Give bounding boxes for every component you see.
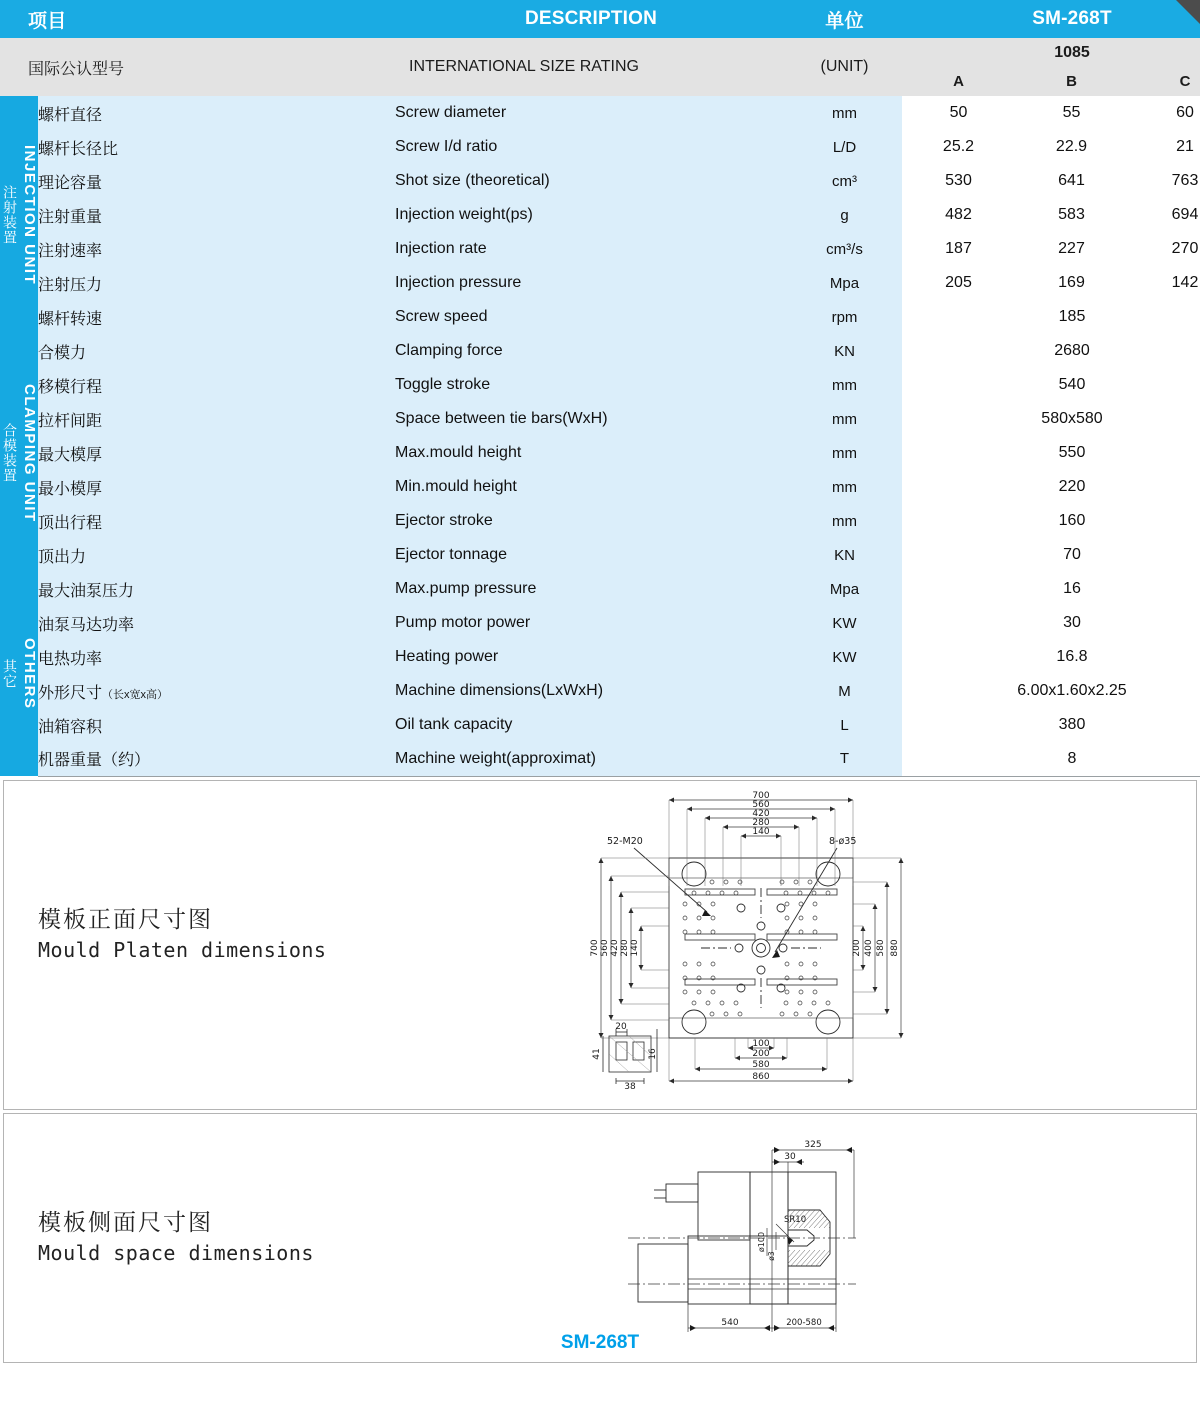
row-value: 380: [902, 708, 1200, 742]
table-row: [0, 300, 1200, 334]
table-row: [0, 742, 1200, 776]
row-unit: cm³: [787, 164, 902, 198]
dimension-label: 41: [592, 1047, 602, 1060]
table-row: [0, 708, 1200, 742]
dimension-label: 400: [864, 938, 874, 957]
dimension-label: 420: [610, 938, 620, 957]
table-row: [0, 368, 1200, 402]
row-name-cn-text: 最大油泵压力: [38, 582, 135, 600]
row-unit: mm: [787, 504, 902, 538]
row-name-en: Space between tie bars(WxH): [395, 402, 787, 436]
row-name-en: Machine weight(approximat): [395, 742, 787, 776]
row-name-cn: [38, 436, 395, 470]
row-value-b: 22.9: [1015, 130, 1128, 164]
row-value: 16: [902, 572, 1200, 606]
row-name-en: Max.mould height: [395, 436, 787, 470]
row-name-cn: [38, 164, 395, 198]
row-name-cn: [38, 130, 395, 164]
row-name-cn-text: 最大模厚: [38, 446, 103, 464]
table-row: [0, 606, 1200, 640]
row-value: 580x580: [902, 402, 1200, 436]
row-name-cn: [38, 402, 395, 436]
row-unit: rpm: [787, 300, 902, 334]
row-name-cn-text: 合模力: [38, 344, 87, 362]
table-row: [0, 266, 1200, 300]
dimension-label: SR10: [784, 1214, 807, 1225]
row-name-en: Screw I/d ratio: [395, 130, 787, 164]
row-value-c: 270: [1128, 232, 1200, 266]
table-row: [0, 538, 1200, 572]
row-unit: mm: [787, 368, 902, 402]
table-row: [0, 674, 1200, 708]
header-item-cn: 项目: [0, 0, 395, 38]
row-unit: mm: [787, 96, 902, 130]
table-row: [0, 232, 1200, 266]
row-value: 30: [902, 606, 1200, 640]
section-label-en: CLAMPING UNIT: [21, 383, 38, 523]
row-value-c: 21: [1128, 130, 1200, 164]
row-value-b: 227: [1015, 232, 1128, 266]
row-unit: mm: [787, 402, 902, 436]
row-value-b: 55: [1015, 96, 1128, 130]
row-name-en: Toggle stroke: [395, 368, 787, 402]
table-header-row-intl: [0, 38, 1200, 67]
header-intl-cn: 国际公认型号: [0, 38, 395, 96]
dimension-label: 38: [624, 1081, 636, 1092]
dimension-label: 16: [648, 1047, 658, 1060]
section-tab-clamping: [0, 334, 38, 572]
row-value-a: 482: [902, 198, 1015, 232]
row-name-cn: [38, 470, 395, 504]
row-name-en: Ejector tonnage: [395, 538, 787, 572]
row-name-cn-text: 机器重量（约）: [38, 752, 151, 770]
row-name-cn-text: 顶出力: [38, 548, 87, 566]
dimension-label: 8-ø35: [829, 835, 857, 847]
row-value: 550: [902, 436, 1200, 470]
table-row: [0, 640, 1200, 674]
platen-caption: [38, 901, 326, 962]
dimension-label: 140: [630, 938, 640, 957]
row-value-c: 694: [1128, 198, 1200, 232]
dimension-label: 52-M20: [607, 835, 643, 847]
platen-caption-cn: 模板正面尺寸图: [38, 906, 213, 933]
dimension-label: 200: [852, 938, 862, 957]
row-value: 160: [902, 504, 1200, 538]
header-unit-cn: 单位: [787, 0, 902, 38]
space-caption: [38, 1204, 314, 1265]
header-intl-en: INTERNATIONAL SIZE RATING: [395, 38, 787, 96]
row-value-a: 50: [902, 96, 1015, 130]
row-unit: Mpa: [787, 572, 902, 606]
table-row: [0, 96, 1200, 130]
dimension-label: 20: [615, 1021, 627, 1032]
row-name-cn: [38, 606, 395, 640]
row-name-en: Ejector stroke: [395, 504, 787, 538]
row-unit: T: [787, 742, 902, 776]
row-name-en: Injection weight(ps): [395, 198, 787, 232]
row-unit: Mpa: [787, 266, 902, 300]
row-name-cn: [38, 368, 395, 402]
dimension-label: 100: [752, 1038, 770, 1049]
table-row: [0, 402, 1200, 436]
dimension-label: 580: [876, 938, 886, 957]
row-value: 2680: [902, 334, 1200, 368]
space-caption-en: Mould space dimensions: [38, 1240, 314, 1265]
row-name-en: Shot size (theoretical): [395, 164, 787, 198]
table-row: [0, 130, 1200, 164]
dimension-label: 560: [600, 938, 610, 957]
row-name-en: Max.pump pressure: [395, 572, 787, 606]
header-col-b: B: [1015, 67, 1128, 96]
row-value-a: 530: [902, 164, 1015, 198]
table-row: [0, 572, 1200, 606]
row-name-cn-text: 注射压力: [38, 276, 103, 294]
row-name-cn: [38, 538, 395, 572]
row-unit: KW: [787, 640, 902, 674]
section-label-cn: 注射装置: [2, 185, 18, 245]
dimension-label: 540: [721, 1317, 739, 1328]
row-value: 540: [902, 368, 1200, 402]
row-name-cn-text: 注射重量: [38, 208, 103, 226]
row-name-cn-text: 螺杆直径: [38, 106, 103, 124]
row-name-cn-text: 最小模厚: [38, 480, 103, 498]
row-value-c: 763: [1128, 164, 1200, 198]
row-unit: KN: [787, 334, 902, 368]
row-name-cn: [38, 334, 395, 368]
row-unit: mm: [787, 470, 902, 504]
mould-platen-panel: [3, 780, 1197, 1110]
row-name-cn-text: 油箱容积: [38, 718, 103, 736]
row-unit: KN: [787, 538, 902, 572]
row-value: 185: [902, 300, 1200, 334]
row-unit: M: [787, 674, 902, 708]
row-name-en: Machine dimensions(LxWxH): [395, 674, 787, 708]
corner-fold-triangle: [1176, 0, 1200, 24]
row-value-b: 641: [1015, 164, 1128, 198]
dimension-label: 860: [752, 1071, 770, 1082]
row-name-cn-text: 外形尺寸: [38, 684, 103, 702]
space-caption-cn: 模板侧面尺寸图: [38, 1209, 213, 1236]
section-label-en: INJECTION UNIT: [21, 144, 38, 286]
header-model: SM-268T: [902, 0, 1200, 38]
row-name-cn: [38, 640, 395, 674]
row-unit: L/D: [787, 130, 902, 164]
row-name-cn: [38, 232, 395, 266]
platen-caption-en: Mould Platen dimensions: [38, 937, 327, 962]
dimension-label: 420: [752, 808, 770, 819]
dimension-label: 200-580: [786, 1317, 822, 1328]
row-name-cn: [38, 266, 395, 300]
dimension-label: 325: [804, 1139, 822, 1150]
row-name-en: Oil tank capacity: [395, 708, 787, 742]
row-value-a: 205: [902, 266, 1015, 300]
row-value-c: 60: [1128, 96, 1200, 130]
dimension-label: 140: [752, 826, 770, 837]
row-value: 16.8: [902, 640, 1200, 674]
row-name-en: Pump motor power: [395, 606, 787, 640]
table-row: [0, 504, 1200, 538]
row-name-cn: [38, 708, 395, 742]
row-name-cn: [38, 96, 395, 130]
row-name-en: Screw diameter: [395, 96, 787, 130]
row-name-cn-text: 注射速率: [38, 242, 103, 260]
header-col-c: C: [1128, 67, 1200, 96]
header-unit-en: (UNIT): [787, 38, 902, 96]
row-name-cn-text: 油泵马达功率: [38, 616, 135, 634]
dimension-label: ø100: [757, 1231, 766, 1252]
row-value-a: 187: [902, 232, 1015, 266]
mould-space-side-view-drawing: [624, 1132, 924, 1347]
row-value: 6.00x1.60x2.25: [902, 674, 1200, 708]
table-row: [0, 470, 1200, 504]
dimension-label: 280: [620, 938, 630, 957]
table-row: [0, 436, 1200, 470]
row-name-cn-text: 电热功率: [38, 650, 103, 668]
dimension-label: 700: [752, 790, 770, 801]
dimension-label: ø3: [767, 1250, 776, 1261]
row-name-cn-text: 理论容量: [38, 174, 103, 192]
section-label-cn: 其它: [2, 658, 18, 689]
row-value-a: 25.2: [902, 130, 1015, 164]
header-description-en: DESCRIPTION: [395, 0, 787, 38]
dimension-label: 280: [752, 817, 770, 828]
dimension-label: 560: [752, 799, 770, 810]
section-label-cn: 合模装置: [2, 422, 18, 483]
header-col-a: A: [902, 67, 1015, 96]
row-unit: mm: [787, 436, 902, 470]
row-unit: cm³/s: [787, 232, 902, 266]
dimension-label: 700: [590, 938, 600, 957]
table-row: [0, 164, 1200, 198]
row-unit: L: [787, 708, 902, 742]
row-value-c: 142: [1128, 266, 1200, 300]
row-name-cn: [38, 572, 395, 606]
row-name-en: Injection rate: [395, 232, 787, 266]
row-name-en: Injection pressure: [395, 266, 787, 300]
row-name-cn: [38, 300, 395, 334]
row-value-b: 583: [1015, 198, 1128, 232]
section-tab-injection: [0, 96, 38, 334]
row-name-cn-text: 螺杆长径比: [38, 140, 119, 158]
row-name-en: Min.mould height: [395, 470, 787, 504]
mould-space-panel: [3, 1113, 1197, 1363]
row-name-cn-note: （长x宽x高）: [102, 688, 169, 701]
dimension-label: 880: [890, 938, 900, 957]
row-value: 8: [902, 742, 1200, 776]
dimension-label: 30: [784, 1151, 796, 1162]
row-name-en: Screw speed: [395, 300, 787, 334]
row-name-cn: [38, 504, 395, 538]
row-value-b: 169: [1015, 266, 1128, 300]
table-row: [0, 334, 1200, 368]
table-header-row-blue: [0, 0, 1200, 38]
row-name-en: Heating power: [395, 640, 787, 674]
model-tag: SM-268T: [560, 1331, 640, 1353]
row-name-cn: [38, 742, 395, 776]
section-label-en: OTHERS: [21, 638, 38, 710]
row-value: 220: [902, 470, 1200, 504]
row-name-cn: [38, 198, 395, 232]
row-unit: g: [787, 198, 902, 232]
header-size-rating: 1085: [902, 38, 1200, 67]
section-tab-others: [0, 572, 38, 776]
table-row: [0, 198, 1200, 232]
row-name-cn-text: 拉杆间距: [38, 412, 103, 430]
row-name-cn-text: 移模行程: [38, 378, 103, 396]
row-name-cn-text: 顶出行程: [38, 514, 103, 532]
dimension-label: 580: [752, 1059, 770, 1070]
row-name-en: Clamping force: [395, 334, 787, 368]
dimension-label: 200: [752, 1048, 770, 1059]
row-unit: KW: [787, 606, 902, 640]
row-value: 70: [902, 538, 1200, 572]
platen-front-view-drawing: [589, 786, 949, 1106]
row-name-cn-text: 螺杆转速: [38, 310, 103, 328]
row-name-cn: [38, 674, 395, 708]
